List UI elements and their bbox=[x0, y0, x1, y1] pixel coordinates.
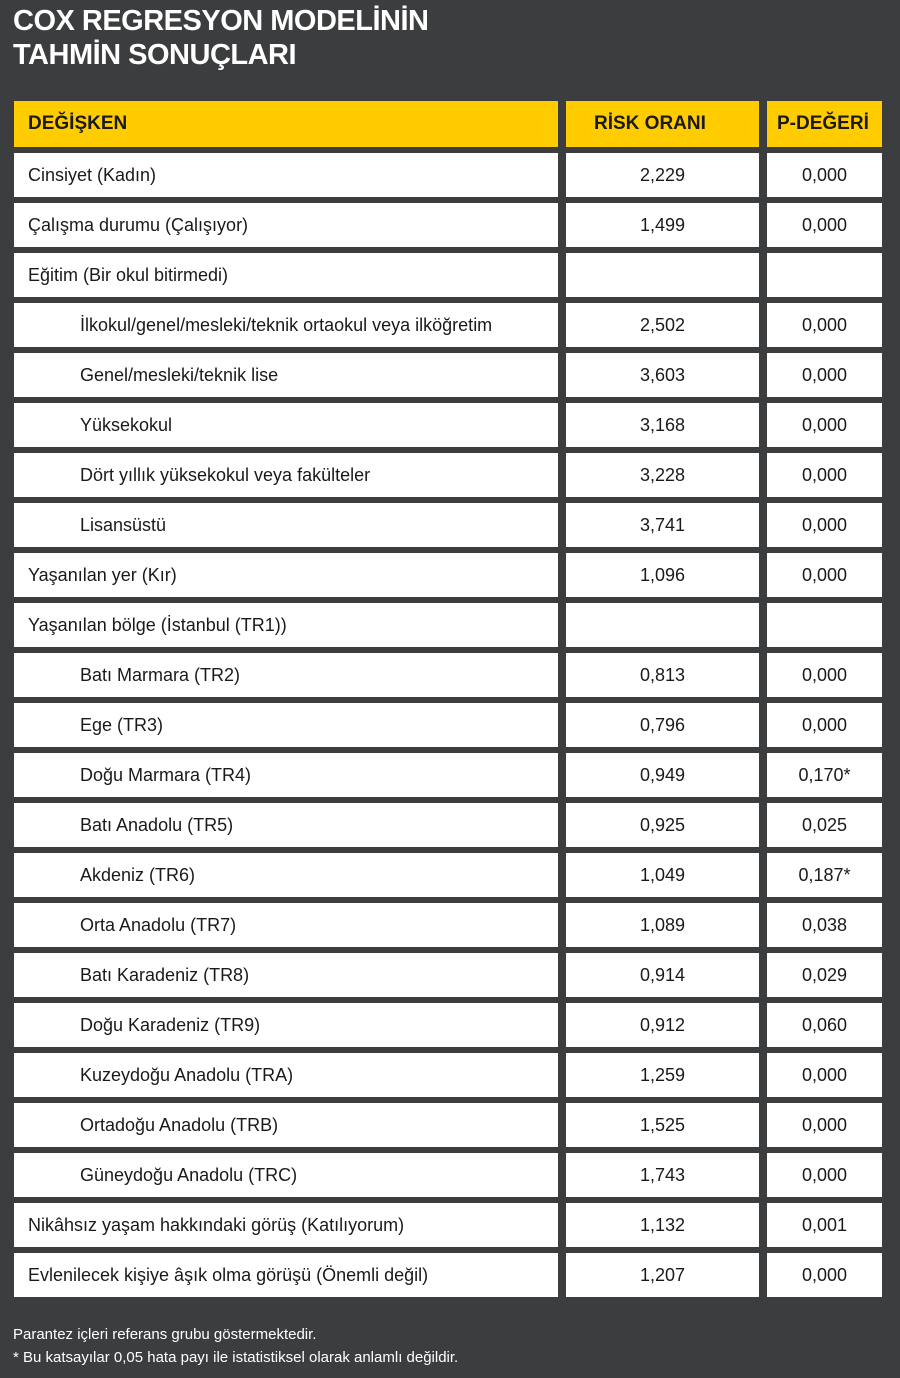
row-risk-ratio: 3,168 bbox=[566, 403, 759, 447]
row-risk-ratio: 0,796 bbox=[566, 703, 759, 747]
row-label: Yaşanılan yer (Kır) bbox=[14, 553, 558, 597]
row-p-value: 0,000 bbox=[767, 703, 882, 747]
table-row bbox=[14, 553, 882, 597]
row-risk-ratio: 1,525 bbox=[566, 1103, 759, 1147]
row-p-value: 0,000 bbox=[767, 1103, 882, 1147]
table-row bbox=[14, 1253, 882, 1297]
results-table bbox=[14, 101, 882, 1303]
row-p-value: 0,000 bbox=[767, 553, 882, 597]
table-row bbox=[14, 903, 882, 947]
table-row bbox=[14, 653, 882, 697]
row-risk-ratio: 1,499 bbox=[566, 203, 759, 247]
footnotes bbox=[13, 1323, 458, 1369]
row-risk-ratio: 1,089 bbox=[566, 903, 759, 947]
table-row bbox=[14, 353, 882, 397]
row-risk-ratio: 1,132 bbox=[566, 1203, 759, 1247]
row-risk-ratio bbox=[566, 253, 759, 297]
table-row bbox=[14, 453, 882, 497]
row-p-value bbox=[767, 253, 882, 297]
row-p-value: 0,000 bbox=[767, 1153, 882, 1197]
table-row bbox=[14, 1053, 882, 1097]
row-p-value: 0,000 bbox=[767, 503, 882, 547]
row-label: Lisansüstü bbox=[14, 503, 558, 547]
row-risk-ratio: 0,925 bbox=[566, 803, 759, 847]
row-p-value: 0,029 bbox=[767, 953, 882, 997]
table-row bbox=[14, 403, 882, 447]
row-risk-ratio: 1,096 bbox=[566, 553, 759, 597]
row-p-value: 0,170* bbox=[767, 753, 882, 797]
row-label: Çalışma durumu (Çalışıyor) bbox=[14, 203, 558, 247]
header-variable: DEĞİŞKEN bbox=[14, 101, 558, 147]
row-p-value: 0,001 bbox=[767, 1203, 882, 1247]
row-risk-ratio: 1,743 bbox=[566, 1153, 759, 1197]
table-body bbox=[14, 153, 882, 1297]
table-row bbox=[14, 303, 882, 347]
row-p-value: 0,000 bbox=[767, 1253, 882, 1297]
row-p-value: 0,000 bbox=[767, 153, 882, 197]
row-label: Doğu Marmara (TR4) bbox=[14, 753, 558, 797]
row-label: Eğitim (Bir okul bitirmedi) bbox=[14, 253, 558, 297]
row-p-value: 0,038 bbox=[767, 903, 882, 947]
table-row bbox=[14, 1003, 882, 1047]
row-label: Güneydoğu Anadolu (TRC) bbox=[14, 1153, 558, 1197]
row-label: Ege (TR3) bbox=[14, 703, 558, 747]
row-risk-ratio: 2,502 bbox=[566, 303, 759, 347]
row-label: Dört yıllık yüksekokul veya fakülteler bbox=[14, 453, 558, 497]
row-label: Yaşanılan bölge (İstanbul (TR1)) bbox=[14, 603, 558, 647]
row-risk-ratio: 3,603 bbox=[566, 353, 759, 397]
row-label: Cinsiyet (Kadın) bbox=[14, 153, 558, 197]
row-label: Doğu Karadeniz (TR9) bbox=[14, 1003, 558, 1047]
row-p-value: 0,000 bbox=[767, 453, 882, 497]
table-row bbox=[14, 853, 882, 897]
table-row bbox=[14, 603, 882, 647]
row-risk-ratio: 1,259 bbox=[566, 1053, 759, 1097]
row-label: Nikâhsız yaşam hakkındaki görüş (Katılıyorum) bbox=[14, 1203, 558, 1247]
table-row bbox=[14, 1153, 882, 1197]
row-label: Yüksekokul bbox=[14, 403, 558, 447]
row-p-value: 0,000 bbox=[767, 653, 882, 697]
row-p-value: 0,187* bbox=[767, 853, 882, 897]
header-risk-ratio: RİSK ORANI bbox=[566, 101, 759, 147]
row-p-value bbox=[767, 603, 882, 647]
row-label: Batı Karadeniz (TR8) bbox=[14, 953, 558, 997]
row-label: Kuzeydoğu Anadolu (TRA) bbox=[14, 1053, 558, 1097]
title-line-1: COX REGRESYON MODELİNİN bbox=[13, 5, 429, 37]
table-row bbox=[14, 153, 882, 197]
table-row bbox=[14, 503, 882, 547]
table-row bbox=[14, 703, 882, 747]
row-risk-ratio: 3,228 bbox=[566, 453, 759, 497]
title-line-2: TAHMİN SONUÇLARI bbox=[13, 39, 297, 71]
row-risk-ratio: 3,741 bbox=[566, 503, 759, 547]
row-label: Evlenilecek kişiye âşık olma görüşü (Önemli değil) bbox=[14, 1253, 558, 1297]
row-label: Ortadoğu Anadolu (TRB) bbox=[14, 1103, 558, 1147]
table-row bbox=[14, 253, 882, 297]
row-label: Batı Marmara (TR2) bbox=[14, 653, 558, 697]
table-row bbox=[14, 803, 882, 847]
footnote-significance: * Bu katsayılar 0,05 hata payı ile istatistiksel olarak anlamlı değildir. bbox=[13, 1349, 459, 1366]
row-label: Orta Anadolu (TR7) bbox=[14, 903, 558, 947]
row-p-value: 0,000 bbox=[767, 203, 882, 247]
row-label: Genel/mesleki/teknik lise bbox=[14, 353, 558, 397]
row-risk-ratio: 0,949 bbox=[566, 753, 759, 797]
table-row bbox=[14, 953, 882, 997]
page-title bbox=[13, 4, 429, 72]
row-risk-ratio: 0,912 bbox=[566, 1003, 759, 1047]
row-p-value: 0,000 bbox=[767, 403, 882, 447]
row-p-value: 0,060 bbox=[767, 1003, 882, 1047]
table-row bbox=[14, 203, 882, 247]
table-row bbox=[14, 753, 882, 797]
row-risk-ratio: 0,914 bbox=[566, 953, 759, 997]
table-header bbox=[14, 101, 882, 147]
row-label: Batı Anadolu (TR5) bbox=[14, 803, 558, 847]
row-risk-ratio: 2,229 bbox=[566, 153, 759, 197]
row-label: İlkokul/genel/mesleki/teknik ortaokul veya ilköğretim bbox=[14, 303, 558, 347]
row-risk-ratio: 1,207 bbox=[566, 1253, 759, 1297]
row-risk-ratio: 1,049 bbox=[566, 853, 759, 897]
row-p-value: 0,000 bbox=[767, 303, 882, 347]
row-p-value: 0,025 bbox=[767, 803, 882, 847]
row-label: Akdeniz (TR6) bbox=[14, 853, 558, 897]
table-row bbox=[14, 1203, 882, 1247]
table-row bbox=[14, 1103, 882, 1147]
row-p-value: 0,000 bbox=[767, 353, 882, 397]
row-p-value: 0,000 bbox=[767, 1053, 882, 1097]
row-risk-ratio bbox=[566, 603, 759, 647]
footnote-reference: Parantez içleri referans grubu göstermektedir. bbox=[13, 1326, 317, 1343]
row-risk-ratio: 0,813 bbox=[566, 653, 759, 697]
header-p-value: P-DEĞERİ bbox=[767, 101, 882, 147]
